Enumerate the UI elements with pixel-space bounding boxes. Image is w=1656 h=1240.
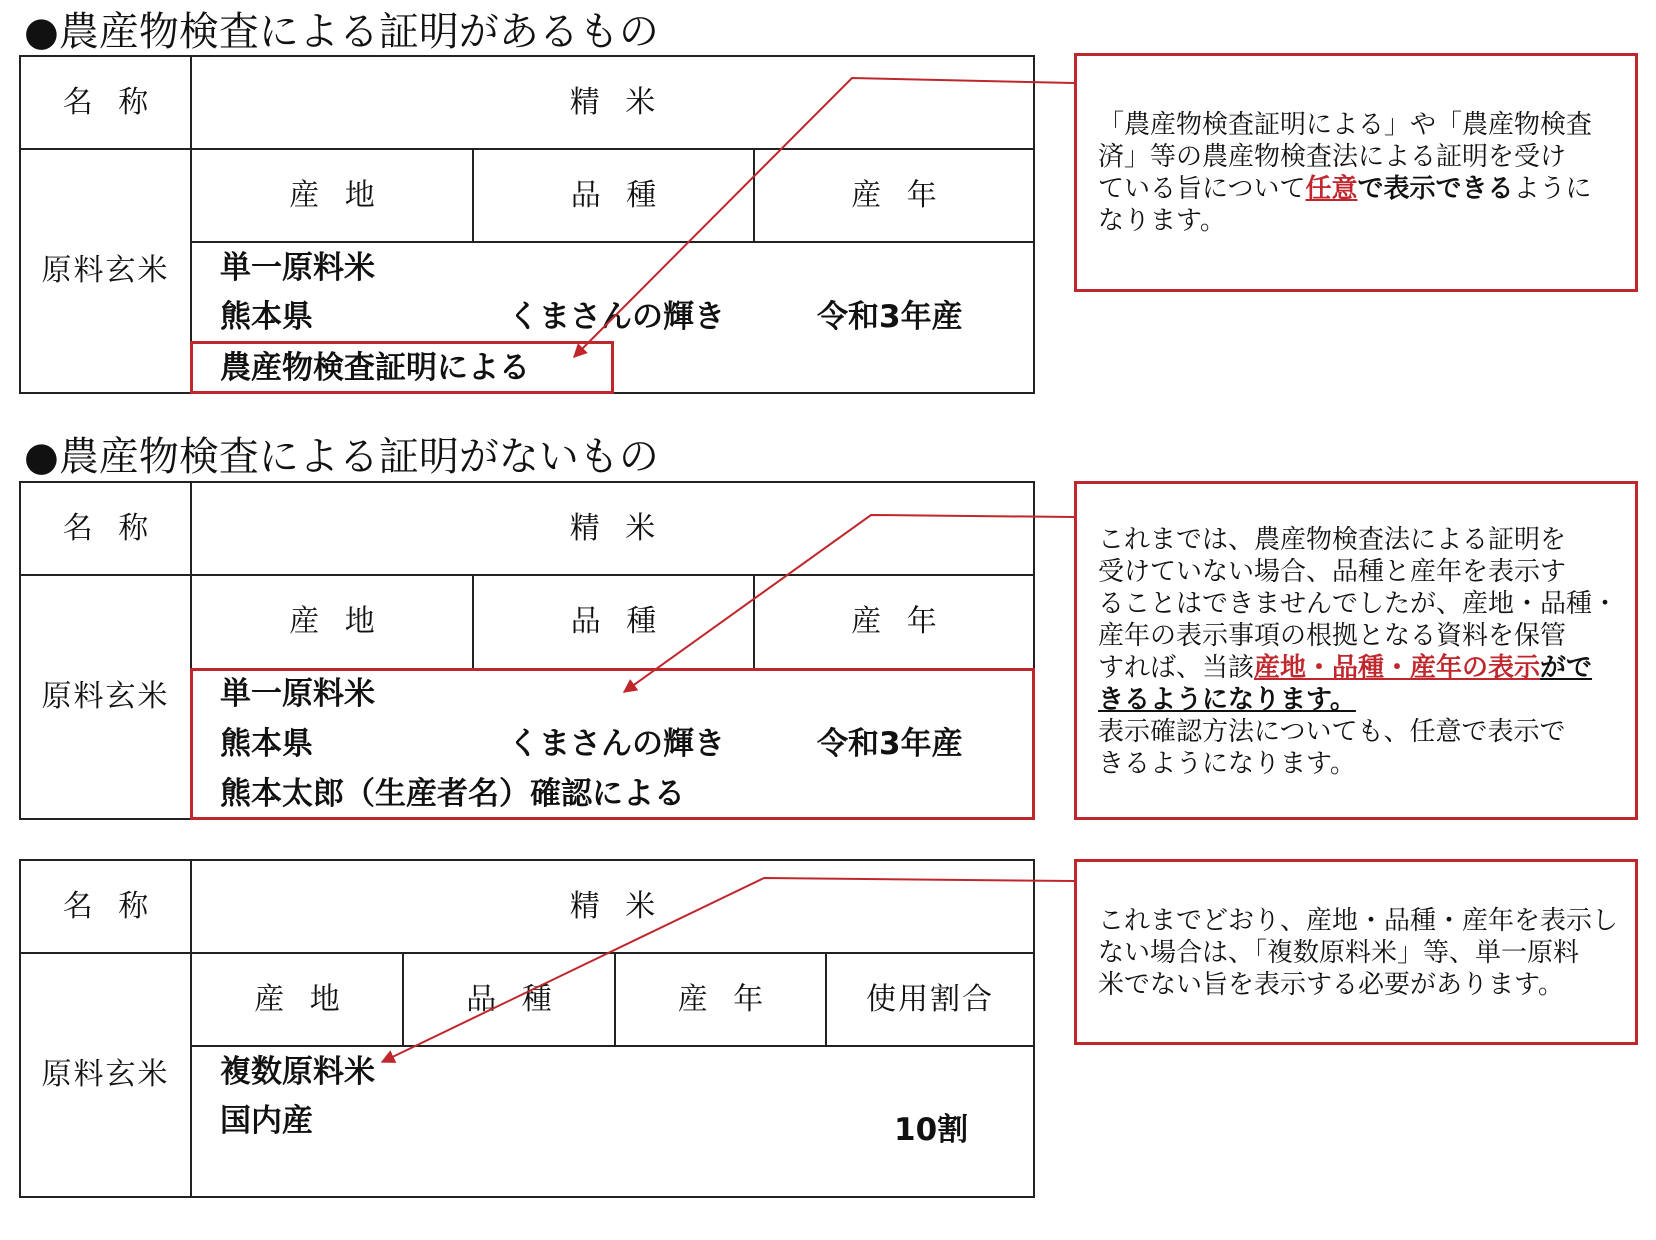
callout-text: ない場合は、「複数原料米」等、単一原料 xyxy=(1098,938,1580,968)
column-header-origin: 産 地 xyxy=(254,981,348,1017)
callout-text: これまでどおり、産地・品種・産年を表示し xyxy=(1098,906,1619,936)
column-header-variety: 品 種 xyxy=(466,981,560,1017)
callout-line xyxy=(1098,141,1635,173)
callout-emphasis-text: で表示できる xyxy=(1357,174,1514,204)
callout-box xyxy=(1074,53,1638,292)
table-divider xyxy=(190,1045,1033,1047)
callout-line xyxy=(1098,173,1635,205)
name-label: 名 称 xyxy=(62,84,157,120)
callout-text: 産年の表示事項の根拠となる資料を保管 xyxy=(1098,621,1567,651)
callout-text: ることはできませんでしたが、産地・品種・ xyxy=(1098,589,1619,619)
column-header-origin: 産 地 xyxy=(289,604,383,639)
callout-emphasis-text: 産地・品種・産年の表示 xyxy=(1254,653,1541,683)
callout-text: すれば、当該 xyxy=(1098,653,1255,683)
callout-emphasis-text: 任意 xyxy=(1305,174,1358,204)
rice-type-value: 複数原料米 xyxy=(220,1054,375,1090)
section-heading: ●農産物検査による証明があるもの xyxy=(24,9,659,55)
usage-ratio-value: 10割 xyxy=(894,1112,969,1148)
callout-box xyxy=(1074,481,1638,820)
callout-text: 米でない旨を表示する必要があります。 xyxy=(1098,970,1564,1000)
callout-text: 受けていない場合、品種と産年を表示す xyxy=(1098,557,1567,587)
rice-type-value: 単一原料米 xyxy=(220,676,375,712)
origin-value: 熊本県 xyxy=(220,299,313,335)
product-name-value: 精 米 xyxy=(569,888,664,924)
verification-value: 熊本太郎（生産者名）確認による xyxy=(220,776,685,812)
callout-line xyxy=(1098,969,1635,1001)
callout-text: なります。 xyxy=(1098,206,1226,236)
column-header-origin: 産 地 xyxy=(289,177,383,213)
column-header-variety: 品 種 xyxy=(570,604,665,639)
callout-box xyxy=(1074,859,1638,1045)
column-header-year: 産 年 xyxy=(851,177,945,213)
callout-text: ている旨について xyxy=(1098,174,1306,204)
callout-line xyxy=(1098,905,1635,937)
rice-type-value: 単一原料米 xyxy=(220,250,375,286)
product-name-value: 精 米 xyxy=(569,84,664,120)
callout-line xyxy=(1098,620,1635,652)
harvest-year-value: 令和3年産 xyxy=(817,726,963,762)
callout-text: これまでは、農産物検査法による証明を xyxy=(1098,525,1567,555)
callout-line xyxy=(1098,205,1635,237)
section-heading: ●農産物検査による証明がないもの xyxy=(24,434,659,480)
variety-value: くまさんの輝き xyxy=(508,726,725,762)
harvest-year-value: 令和3年産 xyxy=(817,299,963,335)
callout-text: きるようになります。 xyxy=(1098,749,1356,779)
callout-line xyxy=(1098,652,1635,684)
variety-value: くまさんの輝き xyxy=(508,299,725,335)
callout-text: ように xyxy=(1513,174,1592,204)
callout-line xyxy=(1098,588,1635,620)
raw-rice-label: 原料玄米 xyxy=(41,253,170,288)
verification-value: 農産物検査証明による xyxy=(220,350,530,386)
table-divider xyxy=(190,241,1033,243)
callout-text: 「農産物検査証明による」や「農産物検査 xyxy=(1098,110,1593,140)
column-header-year: 産 年 xyxy=(851,604,945,639)
raw-rice-label: 原料玄米 xyxy=(41,1057,170,1092)
column-header-variety: 品 種 xyxy=(570,177,665,213)
callout-line xyxy=(1098,937,1635,969)
highlight-box xyxy=(190,341,614,394)
highlight-box xyxy=(190,668,1035,820)
raw-rice-label: 原料玄米 xyxy=(41,679,170,714)
name-label: 名 称 xyxy=(62,888,157,924)
product-name-value: 精 米 xyxy=(569,510,664,546)
column-header-year: 産 年 xyxy=(677,981,772,1017)
name-label: 名 称 xyxy=(62,510,157,546)
callout-line xyxy=(1098,524,1635,556)
spec-table xyxy=(19,859,1035,1198)
callout-text: 表示確認方法についても、任意で表示で xyxy=(1098,717,1566,747)
callout-emphasis-text: がで xyxy=(1540,653,1593,683)
callout-line xyxy=(1098,109,1635,141)
origin-value: 熊本県 xyxy=(220,726,313,762)
callout-text: 済」等の農産物検査法による証明を受け xyxy=(1098,142,1567,172)
callout-line xyxy=(1098,684,1635,716)
callout-line xyxy=(1098,748,1635,780)
column-header-usage-ratio: 使用割合 xyxy=(866,981,994,1017)
callout-emphasis-text: きるようになります。 xyxy=(1098,685,1356,715)
callout-line xyxy=(1098,716,1635,748)
origin-value: 国内産 xyxy=(220,1103,313,1139)
callout-line xyxy=(1098,556,1635,588)
